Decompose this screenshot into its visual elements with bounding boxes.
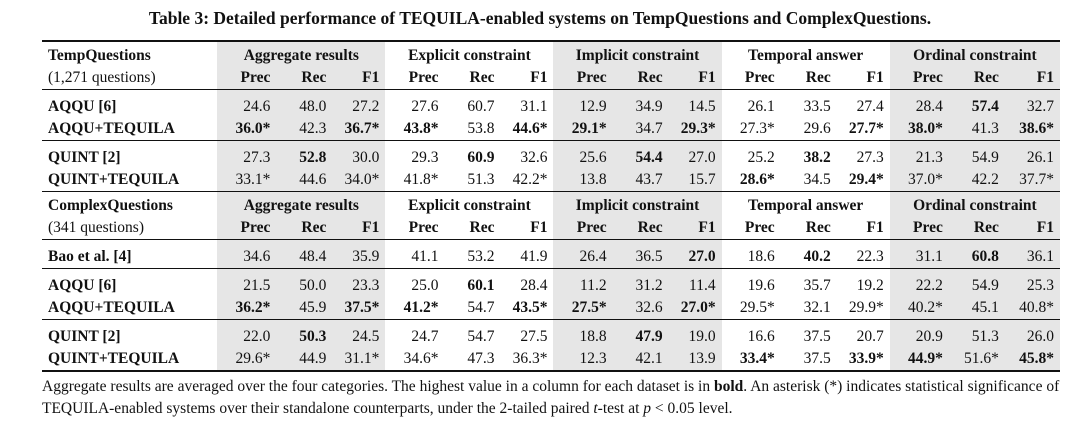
group-header: Ordinal constraint [890, 192, 1060, 218]
table-cell: 38.2 [803, 149, 831, 166]
table-cell: 32.7 [1005, 96, 1060, 118]
metric-header: F1 [837, 217, 890, 240]
group-header: Temporal answer [722, 192, 890, 218]
table-cell: 32.6 [520, 149, 548, 166]
table-cell: 37.5 [803, 328, 831, 345]
section-header-row [42, 192, 1060, 218]
table-cell: 29.1* [553, 118, 612, 141]
table-cell: 41.9 [520, 248, 548, 265]
metric-header: Prec [553, 67, 612, 90]
metric-header: Prec [890, 67, 949, 90]
metric-header: Prec [217, 217, 276, 240]
metric-header: F1 [501, 217, 554, 240]
table-cell: 43.5* [512, 299, 548, 316]
table-body [42, 41, 1060, 371]
table-cell: 22.2 [890, 275, 949, 297]
table-cell: 31.1* [332, 348, 385, 371]
section-name: TempQuestions [42, 41, 217, 67]
table-cell: 35.7 [803, 277, 831, 294]
footnote-text-1: Aggregate results are averaged over the four categories. The highest value in a column for each dataset is in [42, 378, 714, 395]
table-cell: 47.3 [444, 348, 500, 371]
system-name: AQQU+TEQUILA [48, 120, 175, 137]
table-cell: 54.9 [949, 147, 1005, 169]
metric-header: Rec [613, 217, 669, 240]
table-cell: 51.3 [949, 326, 1005, 348]
table-cell: 54.4 [613, 147, 669, 169]
table-cell: 23.3 [332, 275, 385, 297]
table-cell: 27.7* [848, 120, 884, 137]
metric-header: Prec [722, 67, 781, 90]
table-cell: 53.2 [467, 248, 495, 265]
metric-header: Rec [276, 217, 332, 240]
table-cell: 51.3 [467, 171, 495, 188]
table-cell: 29.4* [848, 171, 884, 188]
table-cell: 52.8 [276, 147, 332, 169]
table-cell: 27.3 [856, 149, 884, 166]
table-cell: 54.7 [467, 299, 495, 316]
table-cell: 44.6 [276, 169, 332, 192]
metric-header: F1 [332, 67, 385, 90]
metric-header: F1 [1005, 217, 1060, 240]
table-cell: 27.0 [669, 147, 722, 169]
table-cell: 60.1 [467, 277, 495, 294]
table-cell: 40.8* [1005, 297, 1060, 320]
table-cell: 37.5* [332, 297, 385, 320]
table-cell: 45.9 [276, 297, 332, 320]
table-cell: 24.6 [217, 96, 276, 118]
table-cell: 26.4 [553, 246, 612, 269]
table-cell: 11.4 [669, 275, 722, 297]
table-cell: 26.1 [747, 98, 775, 115]
metric-header-row [42, 217, 1060, 240]
group-header: Aggregate results [217, 41, 385, 67]
system-name: QUINT+TEQUILA [42, 348, 217, 371]
table-cell: 20.7 [856, 328, 884, 345]
system-name: QUINT [2] [48, 328, 121, 345]
table-cell: 16.6 [747, 328, 775, 345]
table-cell: 27.0* [669, 297, 722, 320]
table-cell: 33.5 [803, 98, 831, 115]
system-name: QUINT+TEQUILA [48, 171, 180, 188]
table-cell: 24.7 [411, 328, 439, 345]
table-cell: 37.5 [781, 348, 837, 371]
system-name: QUINT [2] [48, 149, 121, 166]
table-cell: 24.5 [332, 326, 385, 348]
table-cell: 19.2 [856, 277, 884, 294]
group-header: Explicit constraint [385, 192, 553, 218]
table-cell: 44.9 [276, 348, 332, 371]
footnote-text-4: < 0.05 level. [651, 400, 733, 417]
table-cell: 33.9* [837, 348, 890, 371]
table-cell: 31.1 [890, 246, 949, 269]
metric-header: Prec [553, 217, 612, 240]
table-row [42, 326, 1060, 348]
table-cell: 41.3 [949, 118, 1005, 141]
table-cell: 31.1 [520, 98, 548, 115]
table-cell: 31.2 [613, 275, 669, 297]
table-cell: 29.6 [803, 120, 831, 137]
table-cell: 42.2* [512, 171, 548, 188]
table-cell: 19.0 [669, 326, 722, 348]
results-table [42, 40, 1060, 372]
table-cell: 60.7 [467, 98, 495, 115]
table-cell: 29.3 [411, 149, 439, 166]
table-cell: 44.9* [890, 348, 949, 371]
footnote-text-3: -test at [597, 400, 644, 417]
metric-header: Rec [781, 67, 837, 90]
metric-header: Prec [722, 217, 781, 240]
table-cell: 27.6 [411, 98, 439, 115]
table-cell: 38.0* [890, 118, 949, 141]
table-cell: 21.5 [217, 275, 276, 297]
table-cell: 57.4 [949, 96, 1005, 118]
table-cell: 37.7* [1005, 169, 1060, 192]
system-name: AQQU [6] [48, 98, 117, 115]
table-cell: 18.6 [747, 248, 775, 265]
metric-header: Rec [444, 67, 500, 90]
metric-header: Prec [217, 67, 276, 90]
table-cell: 13.8 [553, 169, 612, 192]
table-cell: 34.7 [613, 118, 669, 141]
metric-header: Prec [385, 67, 444, 90]
table-cell: 25.0 [411, 277, 439, 294]
table-cell: 27.3 [217, 147, 276, 169]
table-cell: 28.4 [890, 96, 949, 118]
table-cell: 27.0 [669, 246, 722, 269]
table-cell: 36.0* [217, 118, 276, 141]
table-cell: 26.1 [1005, 147, 1060, 169]
metric-header: Prec [890, 217, 949, 240]
table-cell: 51.6* [949, 348, 1005, 371]
table-cell: 13.9 [669, 348, 722, 371]
table-cell: 47.9 [613, 326, 669, 348]
table-cell: 48.4 [276, 246, 332, 269]
table-cell: 12.3 [553, 348, 612, 371]
table-row [42, 147, 1060, 169]
metric-header: Rec [613, 67, 669, 90]
table-cell: 40.2* [890, 297, 949, 320]
table-cell: 50.0 [276, 275, 332, 297]
system-name: AQQU+TEQUILA [48, 299, 175, 316]
metric-header: Rec [949, 217, 1005, 240]
metric-header: Rec [781, 217, 837, 240]
footnote-t-symbol: t [593, 400, 598, 417]
table-cell: 36.1 [1005, 246, 1060, 269]
table-cell: 29.9* [848, 299, 884, 316]
section-question-count: (1,271 questions) [42, 67, 217, 90]
table-row [42, 96, 1060, 118]
table-cell: 32.1 [803, 299, 831, 316]
group-header: Aggregate results [217, 192, 385, 218]
metric-header: F1 [837, 67, 890, 90]
table-cell: 25.3 [1005, 275, 1060, 297]
table-cell: 60.9 [467, 149, 495, 166]
table-cell: 11.2 [553, 275, 612, 297]
table-cell: 25.6 [553, 147, 612, 169]
table-cell: 44.6* [512, 120, 548, 137]
table-caption: Table 3: Detailed performance of TEQUILA-enabled systems on TempQuestions and ComplexQuestions. [148, 8, 932, 28]
table-cell: 36.2* [217, 297, 276, 320]
table-cell: 29.3* [669, 118, 722, 141]
table-cell: 43.7 [613, 169, 669, 192]
group-header: Ordinal constraint [890, 41, 1060, 67]
table-cell: 38.6* [1005, 118, 1060, 141]
table-cell: 48.0 [276, 96, 332, 118]
metric-header-row [42, 67, 1060, 90]
table-cell: 45.8* [1005, 348, 1060, 371]
table-cell: 54.9 [949, 275, 1005, 297]
table-cell: 21.3 [890, 147, 949, 169]
group-header: Implicit constraint [553, 41, 721, 67]
table-row [42, 275, 1060, 297]
metric-header: Rec [444, 217, 500, 240]
table-cell: 53.8 [467, 120, 495, 137]
table-cell: 45.1 [949, 297, 1005, 320]
section-question-count: (341 questions) [42, 217, 217, 240]
table-cell: 29.5* [739, 299, 775, 316]
table-row [42, 118, 1060, 141]
group-header: Explicit constraint [385, 41, 553, 67]
metric-header: Prec [385, 217, 444, 240]
table-cell: 20.9 [890, 326, 949, 348]
section-header-row [42, 41, 1060, 67]
table-cell: 19.6 [747, 277, 775, 294]
table-cell: 22.0 [217, 326, 276, 348]
metric-header: Rec [276, 67, 332, 90]
table-cell: 34.6* [385, 348, 444, 371]
footnote-p-symbol: p [643, 400, 652, 417]
table-cell: 27.3* [739, 120, 775, 137]
metric-header: F1 [501, 67, 554, 90]
table-cell: 41.8* [403, 171, 439, 188]
table-cell: 27.4 [856, 98, 884, 115]
metric-header: F1 [332, 217, 385, 240]
footnote-text-2: . An asterisk (*) indicates statistical significance of TEQUILA-enabled systems over their standalone counterparts, under the 2-tailed paired [42, 378, 1060, 417]
table-cell: 33.1* [217, 169, 276, 192]
table-cell: 42.2 [949, 169, 1005, 192]
table-cell: 34.9 [613, 96, 669, 118]
table-cell: 36.7* [332, 118, 385, 141]
table-cell: 32.6 [613, 297, 669, 320]
table-cell: 34.0* [332, 169, 385, 192]
section-name: ComplexQuestions [42, 192, 217, 218]
metric-header: F1 [1005, 67, 1060, 90]
table-cell: 28.6* [739, 171, 775, 188]
table-cell: 34.6 [217, 246, 276, 269]
table-cell: 27.5* [553, 297, 612, 320]
metric-header: Rec [949, 67, 1005, 90]
table-cell: 37.0* [890, 169, 949, 192]
table-cell: 12.9 [553, 96, 612, 118]
table-cell: 41.1 [411, 248, 439, 265]
table-footnote [42, 376, 1062, 420]
metric-header: F1 [669, 67, 722, 90]
table-cell: 41.2* [403, 299, 439, 316]
table-cell: 34.5 [803, 171, 831, 188]
group-header: Temporal answer [722, 41, 890, 67]
table-cell: 18.8 [553, 326, 612, 348]
table-cell: 26.0 [1005, 326, 1060, 348]
table-cell: 27.2 [332, 96, 385, 118]
table-cell: 60.8 [949, 246, 1005, 269]
system-name: AQQU [6] [48, 277, 117, 294]
table-cell: 36.3* [501, 348, 554, 371]
table-row [42, 348, 1060, 371]
table-cell: 30.0 [332, 147, 385, 169]
table-cell: 43.8* [403, 120, 439, 137]
table-row [42, 297, 1060, 320]
table-cell: 35.9 [332, 246, 385, 269]
footnote-bold-word: bold [713, 378, 744, 395]
table-cell: 54.7 [467, 328, 495, 345]
table-cell: 27.5 [520, 328, 548, 345]
table-cell: 14.5 [669, 96, 722, 118]
table-row [42, 246, 1060, 269]
table-cell: 42.3 [276, 118, 332, 141]
metric-header: F1 [669, 217, 722, 240]
table-cell: 40.2 [803, 248, 831, 265]
table-cell: 22.3 [856, 248, 884, 265]
table-cell: 28.4 [520, 277, 548, 294]
table-cell: 42.1 [613, 348, 669, 371]
table-cell: 50.3 [276, 326, 332, 348]
table-row [42, 169, 1060, 192]
table-cell: 25.2 [747, 149, 775, 166]
table-cell: 36.5 [613, 246, 669, 269]
table-cell: 29.6* [217, 348, 276, 371]
table-cell: 33.4* [722, 348, 781, 371]
table-cell: 15.7 [669, 169, 722, 192]
system-name: Bao et al. [4] [48, 248, 132, 265]
group-header: Implicit constraint [553, 192, 721, 218]
